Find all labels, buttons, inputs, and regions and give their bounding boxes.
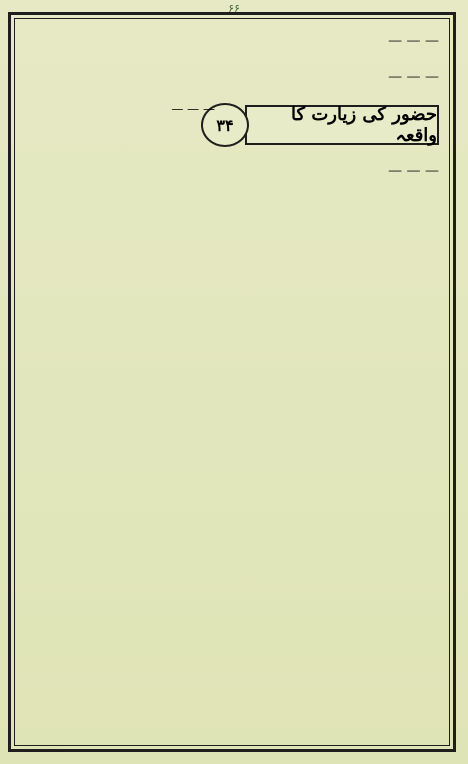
text-frame: [14, 18, 450, 746]
section-side-note: — — —: [171, 102, 215, 116]
paragraph-1: — — —: [388, 33, 439, 49]
page-number: ۶۶: [228, 2, 240, 15]
section-number: ۳۴: [201, 103, 249, 147]
section-heading-row: [25, 99, 439, 147]
paragraph-3: — — —: [388, 163, 439, 179]
paragraph-2: — — —: [388, 69, 439, 85]
footnote: — — —: [24, 743, 64, 756]
section-title: حضور کی زیارت کا واقعہ: [245, 105, 439, 145]
